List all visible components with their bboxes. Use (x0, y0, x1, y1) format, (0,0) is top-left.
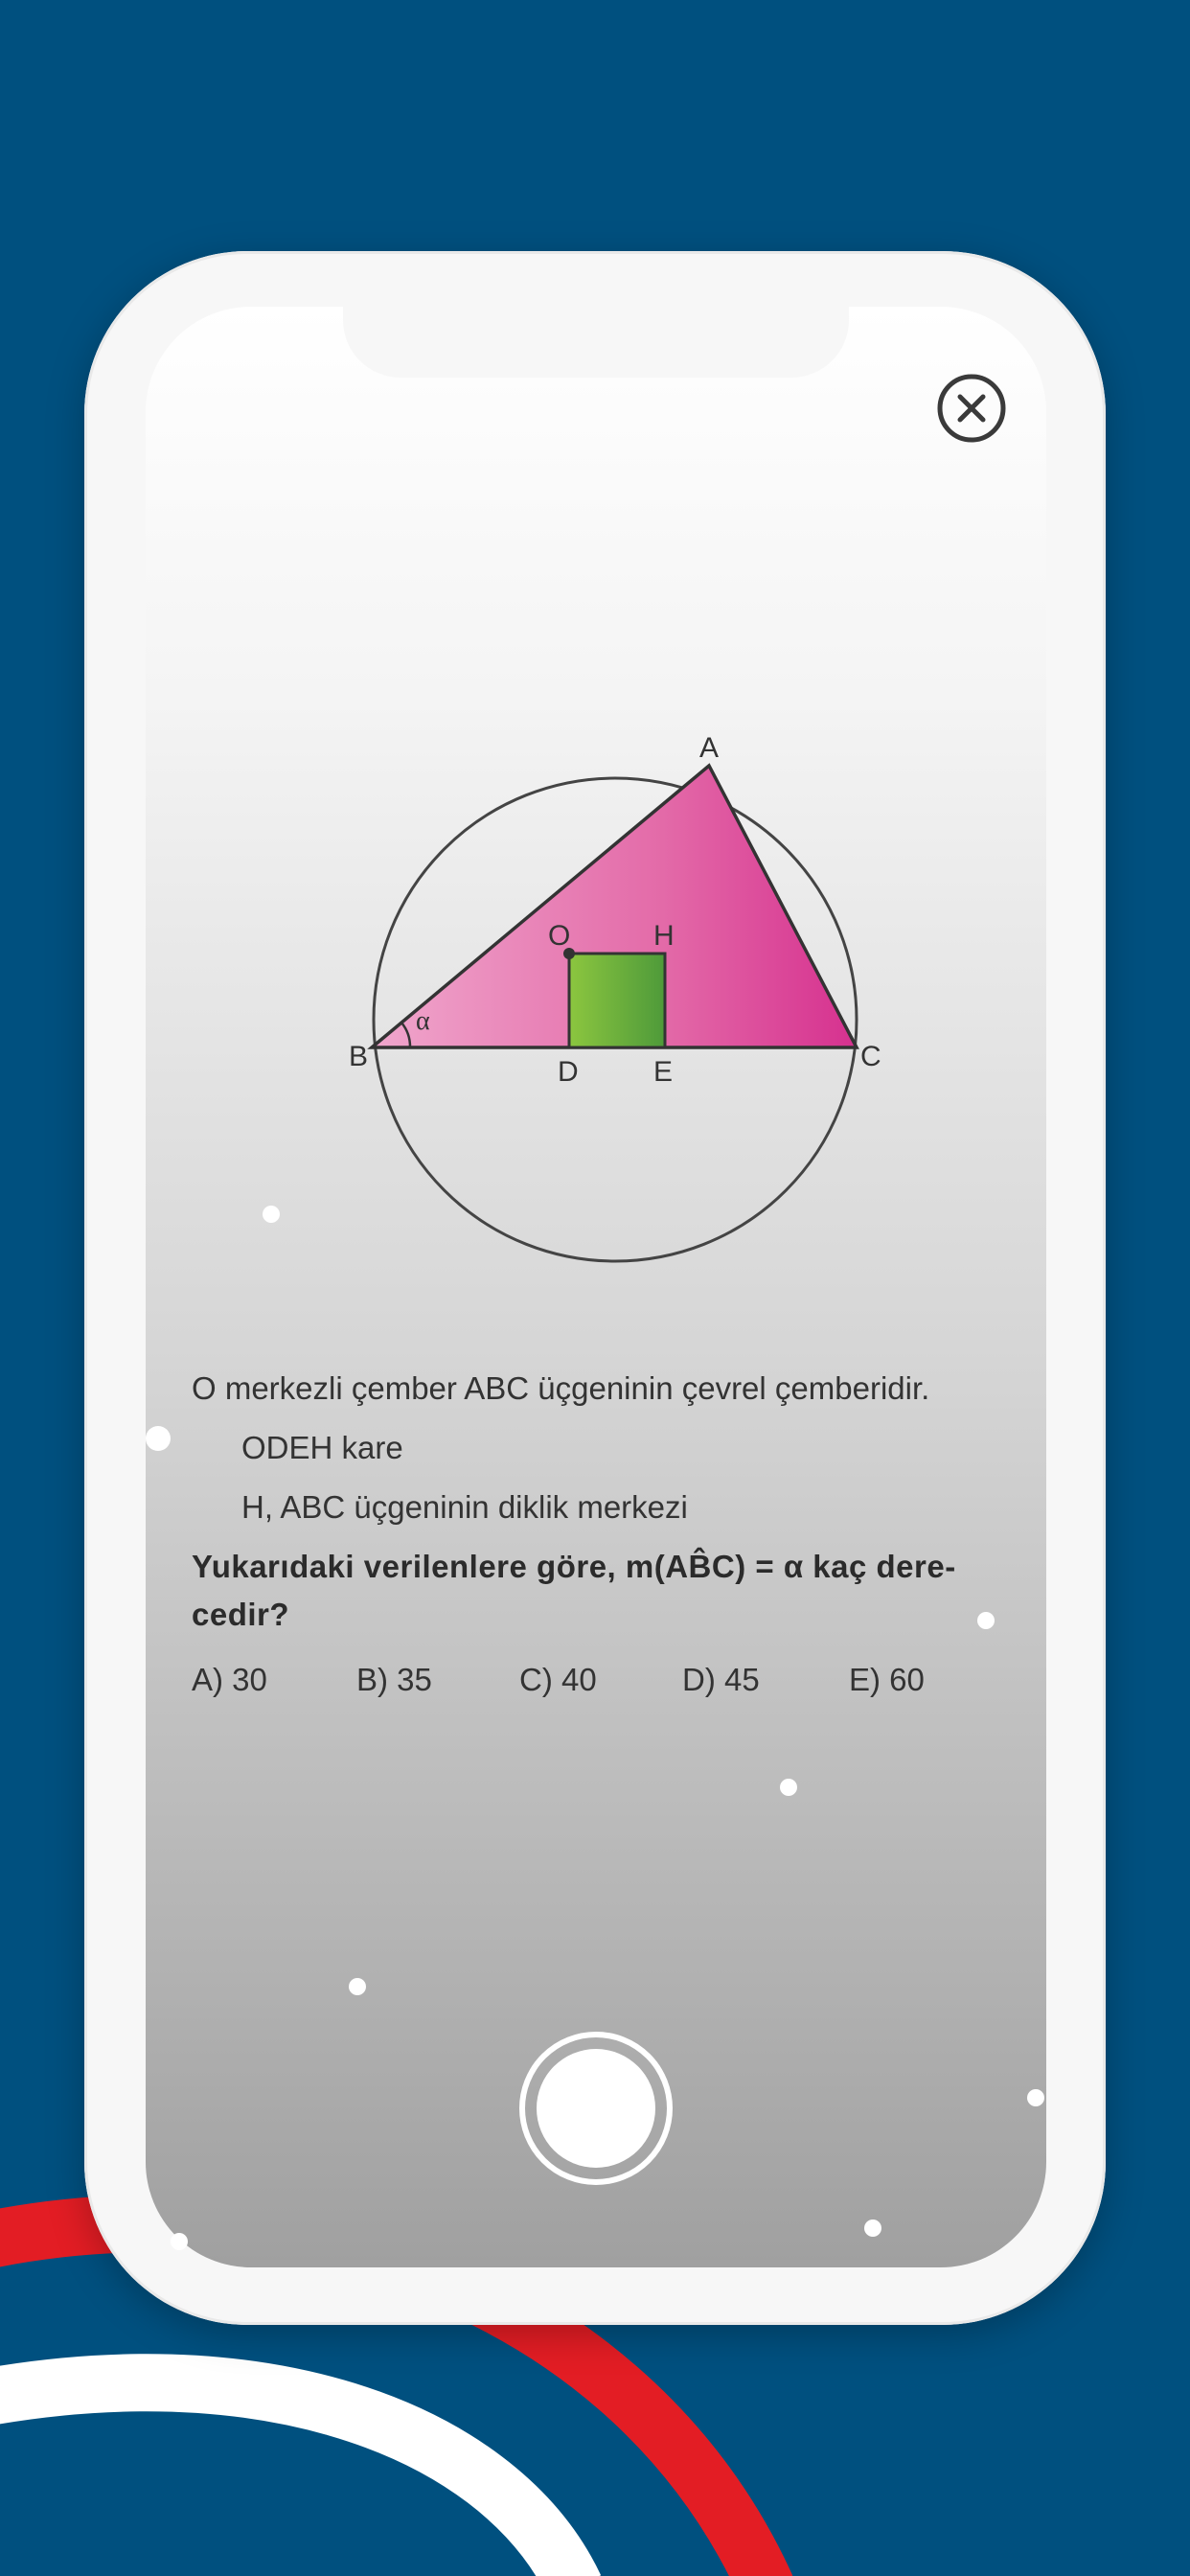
capture-button[interactable] (519, 2032, 673, 2185)
geometry-figure (349, 732, 881, 1275)
scan-dot (780, 1779, 797, 1796)
label-b: B (349, 1041, 369, 1072)
camera-screen (146, 307, 1046, 2267)
question-prompt-line-2: cedir? (192, 1597, 290, 1632)
question-prompt-line-1: Yukarıdaki verilenlere göre, m(AB̂C) = α kaç dere- (192, 1549, 956, 1584)
scan-dot (1027, 2089, 1044, 2106)
scan-dot (977, 1612, 995, 1629)
white-arc (0, 2382, 575, 2576)
label-a: A (699, 732, 720, 764)
option-e: E) 60 (849, 1662, 925, 1697)
option-a: A) 30 (192, 1662, 267, 1697)
label-h: H (653, 920, 675, 952)
label-o: O (548, 920, 571, 952)
label-c: C (860, 1041, 881, 1072)
scan-dot (171, 2233, 188, 2250)
angle-label: α (416, 1006, 430, 1036)
square-odeh (569, 954, 665, 1047)
camera-shutter-icon (537, 2049, 655, 2168)
question-line-2: ODEH kare (241, 1430, 403, 1465)
label-d: D (558, 1056, 579, 1088)
label-e: E (653, 1056, 674, 1088)
scan-dot (263, 1206, 280, 1223)
phone-mockup (84, 251, 1106, 2325)
scan-dot (864, 2220, 881, 2237)
option-c: C) 40 (519, 1662, 597, 1697)
question-photo (146, 307, 1046, 2267)
answer-options (192, 1662, 1016, 1704)
scan-dot (146, 1426, 171, 1451)
option-d: D) 45 (682, 1662, 760, 1697)
question-line-1: O merkezli çember ABC üçgeninin çevrel çemberidir. (192, 1370, 930, 1406)
option-b: B) 35 (356, 1662, 432, 1697)
scan-dot (349, 1978, 366, 1995)
question-line-3: H, ABC üçgeninin diklik merkezi (241, 1489, 688, 1525)
